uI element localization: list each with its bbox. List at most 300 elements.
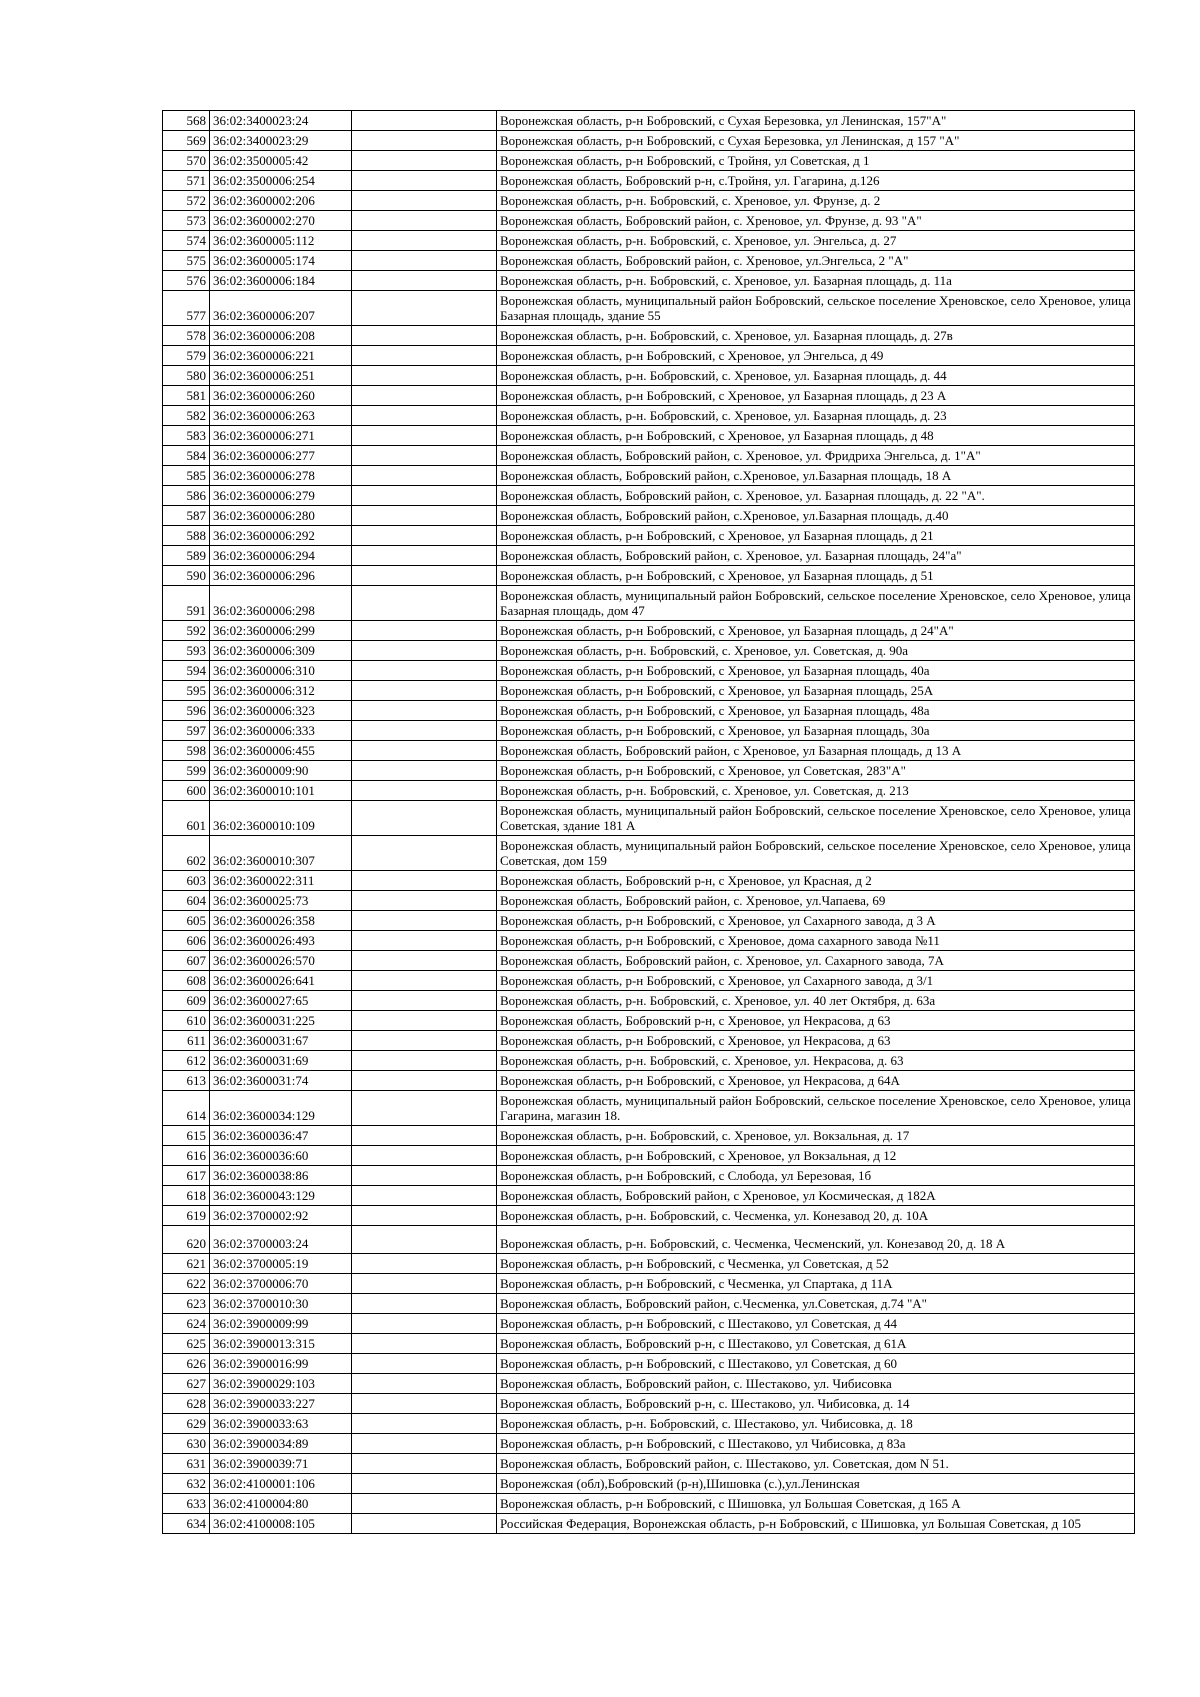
empty-cell [352,641,497,661]
cadastral-number: 36:02:3600010:109 [210,801,352,836]
table-row [163,931,1135,951]
table-row [163,1166,1135,1186]
address: Воронежская область, р-н. Бобровский, с. Хреновое, ул. Вокзальная, д. 17 [497,1126,1135,1146]
empty-cell [352,366,497,386]
address: Воронежская область, р-н. Бобровский, с. Хреновое, ул. Базарная площадь, д. 27в [497,326,1135,346]
row-number: 587 [163,506,210,526]
cadastral-number: 36:02:3600006:333 [210,721,352,741]
address: Воронежская область, Бобровский р-н, с Хреновое, ул Некрасова, д 63 [497,1011,1135,1031]
empty-cell [352,951,497,971]
row-number: 625 [163,1334,210,1354]
row-number: 595 [163,681,210,701]
empty-cell [352,1334,497,1354]
empty-cell [352,1514,497,1534]
table-row [163,951,1135,971]
empty-cell [352,1394,497,1414]
cadastral-number: 36:02:3600043:129 [210,1186,352,1206]
cadastral-number: 36:02:3600026:570 [210,951,352,971]
table-row [163,251,1135,271]
table-row [163,406,1135,426]
empty-cell [352,1206,497,1226]
empty-cell [352,1474,497,1494]
address: Воронежская область, р-н. Бобровский, с. Хреновое, ул. Базарная площадь, д. 11а [497,271,1135,291]
cadastral-number: 36:02:3600038:86 [210,1166,352,1186]
cadastral-number: 36:02:3600006:184 [210,271,352,291]
cadastral-number: 36:02:3700005:19 [210,1254,352,1274]
table-row [163,1434,1135,1454]
empty-cell [352,891,497,911]
empty-cell [352,661,497,681]
table-row [163,621,1135,641]
cadastral-number: 36:02:3600005:174 [210,251,352,271]
cadastral-number: 36:02:3600006:221 [210,346,352,366]
empty-cell [352,546,497,566]
cadastral-number: 36:02:3700006:70 [210,1274,352,1294]
empty-cell [352,251,497,271]
empty-cell [352,621,497,641]
address: Воронежская область, р-н Бобровский, с Слобода, ул Березовая, 1б [497,1166,1135,1186]
cadastral-number: 36:02:3900033:227 [210,1394,352,1414]
address: Воронежская (обл),Бобровский (р-н),Шишовка (с.),ул.Ленинская [497,1474,1135,1494]
address: Воронежская область, р-н Бобровский, с Шестаково, ул Советская, д 60 [497,1354,1135,1374]
row-number: 634 [163,1514,210,1534]
table-row [163,1514,1135,1534]
table-row [163,171,1135,191]
table-row [163,1071,1135,1091]
cadastral-number: 36:02:3600036:47 [210,1126,352,1146]
cadastral-number: 36:02:3600006:260 [210,386,352,406]
address: Воронежская область, р-н. Бобровский, с. Шестаково, ул. Чибисовка, д. 18 [497,1414,1135,1434]
empty-cell [352,1186,497,1206]
address: Воронежская область, р-н Бобровский, с Хреновое, ул Некрасова, д 63 [497,1031,1135,1051]
cadastral-number: 36:02:3600006:278 [210,466,352,486]
table-row [163,1294,1135,1314]
address: Воронежская область, р-н Бобровский, с Сухая Березовка, ул Ленинская, 157"А" [497,111,1135,131]
row-number: 597 [163,721,210,741]
address: Воронежская область, р-н Бобровский, с Хреновое, ул Базарная площадь, 30а [497,721,1135,741]
empty-cell [352,526,497,546]
table-row [163,526,1135,546]
empty-cell [352,911,497,931]
cadastral-number: 36:02:3600031:74 [210,1071,352,1091]
empty-cell [352,1314,497,1334]
table-row [163,1394,1135,1414]
row-number: 613 [163,1071,210,1091]
address: Воронежская область, р-н Бобровский, с Хреновое, ул Энгельса, д 49 [497,346,1135,366]
empty-cell [352,1414,497,1434]
property-table [162,110,1135,1534]
empty-cell [352,761,497,781]
empty-cell [352,1146,497,1166]
address: Воронежская область, Бобровский район, с.Хреновое, ул.Базарная площадь, 18 А [497,466,1135,486]
empty-cell [352,386,497,406]
address: Воронежская область, Бобровский район, с Хреновое, ул Базарная площадь, д 13 А [497,741,1135,761]
address: Воронежская область, муниципальный район Бобровский, сельское поселение Хреновское, село Хреновое, улица Базарная площадь, дом 47 [497,586,1135,621]
table-row [163,1454,1135,1474]
empty-cell [352,191,497,211]
row-number: 624 [163,1314,210,1334]
row-number: 578 [163,326,210,346]
address: Воронежская область, р-н. Бобровский, с. Хреновое, ул. Фрунзе, д. 2 [497,191,1135,211]
row-number: 611 [163,1031,210,1051]
empty-cell [352,211,497,231]
row-number: 581 [163,386,210,406]
address: Воронежская область, р-н Бобровский, с Шишовка, ул Большая Советская, д 165 А [497,1494,1135,1514]
empty-cell [352,1126,497,1146]
empty-cell [352,721,497,741]
table-row [163,1051,1135,1071]
empty-cell [352,486,497,506]
address: Воронежская область, Бобровский район, с. Хреновое, ул. Базарная площадь, д. 22 "А". [497,486,1135,506]
cadastral-number: 36:02:3700002:92 [210,1206,352,1226]
cadastral-number: 36:02:3600006:294 [210,546,352,566]
row-number: 608 [163,971,210,991]
address: Воронежская область, Бобровский район, с. Хреновое, ул. Базарная площадь, 24"а" [497,546,1135,566]
row-number: 593 [163,641,210,661]
empty-cell [352,1454,497,1474]
table-row [163,426,1135,446]
table-row [163,1494,1135,1514]
address: Воронежская область, р-н. Бобровский, с. Хреновое, ул. Базарная площадь, д. 23 [497,406,1135,426]
row-number: 569 [163,131,210,151]
table-row [163,911,1135,931]
table-row [163,1226,1135,1254]
address: Воронежская область, Бобровский район, с. Хреновое, ул. Сахарного завода, 7А [497,951,1135,971]
row-number: 623 [163,1294,210,1314]
row-number: 600 [163,781,210,801]
empty-cell [352,931,497,951]
address: Воронежская область, р-н. Бобровский, с. Хреновое, ул. Энгельса, д. 27 [497,231,1135,251]
empty-cell [352,171,497,191]
cadastral-number: 36:02:3600006:292 [210,526,352,546]
empty-cell [352,566,497,586]
table-row [163,1091,1135,1126]
address: Воронежская область, р-н Бобровский, с Хреновое, ул Базарная площадь, д 48 [497,426,1135,446]
row-number: 618 [163,1186,210,1206]
address: Воронежская область, Бобровский р-н, с. Шестаково, ул. Чибисовка, д. 14 [497,1394,1135,1414]
row-number: 605 [163,911,210,931]
row-number: 632 [163,1474,210,1494]
empty-cell [352,1051,497,1071]
table-row [163,486,1135,506]
empty-cell [352,291,497,326]
address: Воронежская область, Бобровский р-н, с Шестаково, ул Советская, д 61А [497,1334,1135,1354]
row-number: 620 [163,1226,210,1254]
cadastral-number: 36:02:3900033:63 [210,1414,352,1434]
table-row [163,211,1135,231]
row-number: 582 [163,406,210,426]
row-number: 615 [163,1126,210,1146]
address: Воронежская область, р-н. Бобровский, с. Хреновое, ул. 40 лет Октября, д. 63а [497,991,1135,1011]
row-number: 622 [163,1274,210,1294]
cadastral-number: 36:02:3600006:312 [210,681,352,701]
table-row [163,891,1135,911]
row-number: 577 [163,291,210,326]
empty-cell [352,1274,497,1294]
row-number: 572 [163,191,210,211]
cadastral-number: 36:02:3600006:296 [210,566,352,586]
table-row [163,871,1135,891]
empty-cell [352,1091,497,1126]
empty-cell [352,426,497,446]
row-number: 601 [163,801,210,836]
cadastral-number: 36:02:3600006:279 [210,486,352,506]
cadastral-number: 36:02:3600006:299 [210,621,352,641]
address: Воронежская область, Бобровский район, с.Хреновое, ул.Базарная площадь, д.40 [497,506,1135,526]
table-row [163,346,1135,366]
address: Воронежская область, р-н Бобровский, с Хреновое, ул Сахарного завода, д 3/1 [497,971,1135,991]
row-number: 628 [163,1394,210,1414]
address: Воронежская область, р-н. Бобровский, с. Хреновое, ул. Некрасова, д. 63 [497,1051,1135,1071]
row-number: 602 [163,836,210,871]
empty-cell [352,781,497,801]
table-row [163,741,1135,761]
address: Воронежская область, р-н Бобровский, с Чесменка, ул Спартака, д 11А [497,1274,1135,1294]
row-number: 583 [163,426,210,446]
cadastral-number: 36:02:3500005:42 [210,151,352,171]
address: Воронежская область, р-н Бобровский, с Хреновое, ул Базарная площадь, д 21 [497,526,1135,546]
address: Воронежская область, р-н. Бобровский, с. Чесменка, Чесменский, ул. Конезавод 20, д. 18 А [497,1226,1135,1254]
row-number: 627 [163,1374,210,1394]
table-row [163,111,1135,131]
empty-cell [352,836,497,871]
row-number: 614 [163,1091,210,1126]
table-row [163,661,1135,681]
cadastral-number: 36:02:4100001:106 [210,1474,352,1494]
empty-cell [352,111,497,131]
cadastral-number: 36:02:3900016:99 [210,1354,352,1374]
row-number: 607 [163,951,210,971]
table-row [163,721,1135,741]
address: Воронежская область, р-н Бобровский, с Шестаково, ул Чибисовка, д 83а [497,1434,1135,1454]
address: Воронежская область, муниципальный район Бобровский, сельское поселение Хреновское, село Хреновое, улица Советская, здание 181 А [497,801,1135,836]
empty-cell [352,1294,497,1314]
address: Воронежская область, Бобровский район, с.Чесменка, ул.Советская, д.74 "А" [497,1294,1135,1314]
cadastral-number: 36:02:3900039:71 [210,1454,352,1474]
cadastral-number: 36:02:3600010:101 [210,781,352,801]
address: Воронежская область, р-н Бобровский, с Хреновое, ул Советская, 283"А" [497,761,1135,781]
cadastral-number: 36:02:3900029:103 [210,1374,352,1394]
empty-cell [352,466,497,486]
cadastral-number: 36:02:3900009:99 [210,1314,352,1334]
table-row [163,1011,1135,1031]
row-number: 576 [163,271,210,291]
row-number: 573 [163,211,210,231]
cadastral-number: 36:02:3900013:315 [210,1334,352,1354]
row-number: 571 [163,171,210,191]
empty-cell [352,1254,497,1274]
empty-cell [352,991,497,1011]
empty-cell [352,446,497,466]
cadastral-number: 36:02:3600006:251 [210,366,352,386]
row-number: 603 [163,871,210,891]
table-row [163,781,1135,801]
cadastral-number: 36:02:3600031:67 [210,1031,352,1051]
address: Воронежская область, р-н Бобровский, с Хреновое, ул Базарная площадь, 25А [497,681,1135,701]
address: Воронежская область, р-н Бобровский, с Хреновое, ул Базарная площадь, д 23 А [497,386,1135,406]
row-number: 616 [163,1146,210,1166]
empty-cell [352,1166,497,1186]
table-body [163,111,1135,1534]
row-number: 617 [163,1166,210,1186]
table-row [163,1186,1135,1206]
cadastral-number: 36:02:3600010:307 [210,836,352,871]
empty-cell [352,231,497,251]
empty-cell [352,1434,497,1454]
address: Воронежская область, Бобровский район, с. Хреновое, ул.Чапаева, 69 [497,891,1135,911]
empty-cell [352,971,497,991]
address: Воронежская область, р-н Бобровский, с Хреновое, дома сахарного завода №11 [497,931,1135,951]
cadastral-number: 36:02:3600006:208 [210,326,352,346]
row-number: 579 [163,346,210,366]
table-row [163,231,1135,251]
row-number: 585 [163,466,210,486]
address: Воронежская область, р-н Бобровский, с Сухая Березовка, ул Ленинская, д 157 "А" [497,131,1135,151]
address: Воронежская область, р-н Бобровский, с Чесменка, ул Советская, д 52 [497,1254,1135,1274]
row-number: 574 [163,231,210,251]
cadastral-number: 36:02:3600027:65 [210,991,352,1011]
row-number: 612 [163,1051,210,1071]
row-number: 570 [163,151,210,171]
address: Воронежская область, р-н Бобровский, с Хреновое, ул Базарная площадь, д 51 [497,566,1135,586]
address: Воронежская область, р-н. Бобровский, с. Хреновое, ул. Советская, д. 90а [497,641,1135,661]
table-row [163,506,1135,526]
cadastral-number: 36:02:3600026:358 [210,911,352,931]
table-row [163,1031,1135,1051]
row-number: 590 [163,566,210,586]
address: Воронежская область, р-н Бобровский, с Шестаково, ул Советская, д 44 [497,1314,1135,1334]
cadastral-number: 36:02:3600002:270 [210,211,352,231]
cadastral-number: 36:02:3600006:280 [210,506,352,526]
row-number: 598 [163,741,210,761]
table-row [163,191,1135,211]
cadastral-number: 36:02:3600022:311 [210,871,352,891]
row-number: 630 [163,1434,210,1454]
empty-cell [352,586,497,621]
table-row [163,1474,1135,1494]
row-number: 609 [163,991,210,1011]
cadastral-number: 36:02:3600026:493 [210,931,352,951]
address: Воронежская область, муниципальный район Бобровский, сельское поселение Хреновское, село Хреновое, улица Гагарина, магазин 18. [497,1091,1135,1126]
table-row [163,1274,1135,1294]
row-number: 592 [163,621,210,641]
address: Воронежская область, Бобровский район, с. Хреновое, ул. Фридриха Энгельса, д. 1"А" [497,446,1135,466]
row-number: 626 [163,1354,210,1374]
table-row [163,291,1135,326]
cadastral-number: 36:02:3600006:263 [210,406,352,426]
row-number: 586 [163,486,210,506]
table-row [163,546,1135,566]
cadastral-number: 36:02:3600009:90 [210,761,352,781]
cadastral-number: 36:02:3600006:309 [210,641,352,661]
row-number: 588 [163,526,210,546]
address: Воронежская область, р-н Бобровский, с Хреновое, ул Вокзальная, д 12 [497,1146,1135,1166]
row-number: 629 [163,1414,210,1434]
cadastral-number: 36:02:3600006:277 [210,446,352,466]
cadastral-number: 36:02:4100004:80 [210,1494,352,1514]
table-row [163,466,1135,486]
table-row [163,366,1135,386]
table-row [163,1206,1135,1226]
table-row [163,1126,1135,1146]
table-row [163,681,1135,701]
empty-cell [352,1494,497,1514]
address: Воронежская область, Бобровский район, с. Шестаково, ул. Советская, дом N 51. [497,1454,1135,1474]
address: Воронежская область, р-н Бобровский, с Хреновое, ул Некрасова, д 64А [497,1071,1135,1091]
cadastral-number: 36:02:3600006:298 [210,586,352,621]
empty-cell [352,681,497,701]
row-number: 589 [163,546,210,566]
table-row [163,586,1135,621]
empty-cell [352,1226,497,1254]
row-number: 606 [163,931,210,951]
row-number: 610 [163,1011,210,1031]
cadastral-number: 36:02:3700010:30 [210,1294,352,1314]
row-number: 575 [163,251,210,271]
address: Воронежская область, р-н Бобровский, с Хреновое, ул Базарная площадь, д 24"А" [497,621,1135,641]
cadastral-number: 36:02:3600031:225 [210,1011,352,1031]
table-row [163,801,1135,836]
table-row [163,641,1135,661]
cadastral-number: 36:02:3600006:323 [210,701,352,721]
table-row [163,566,1135,586]
cadastral-number: 36:02:3600006:271 [210,426,352,446]
table-row [163,1354,1135,1374]
row-number: 591 [163,586,210,621]
cadastral-number: 36:02:4100008:105 [210,1514,352,1534]
table-row [163,1254,1135,1274]
cadastral-number: 36:02:3600026:641 [210,971,352,991]
table-row [163,971,1135,991]
cadastral-number: 36:02:3600034:129 [210,1091,352,1126]
empty-cell [352,801,497,836]
table-row [163,386,1135,406]
address: Воронежская область, Бобровский р-н, с.Тройня, ул. Гагарина, д.126 [497,171,1135,191]
empty-cell [352,701,497,721]
row-number: 633 [163,1494,210,1514]
address: Воронежская область, р-н Бобровский, с Хреновое, ул Базарная площадь, 40а [497,661,1135,681]
address: Воронежская область, Бобровский р-н, с Хреновое, ул Красная, д 2 [497,871,1135,891]
address: Воронежская область, Бобровский район, с Хреновое, ул Космическая, д 182А [497,1186,1135,1206]
address: Воронежская область, Бобровский район, с. Шестаково, ул. Чибисовка [497,1374,1135,1394]
table-row [163,131,1135,151]
table-row [163,1314,1135,1334]
cadastral-number: 36:02:3600005:112 [210,231,352,251]
address: Воронежская область, р-н Бобровский, с Хреновое, ул Сахарного завода, д 3 А [497,911,1135,931]
empty-cell [352,506,497,526]
row-number: 621 [163,1254,210,1274]
cadastral-number: 36:02:3600031:69 [210,1051,352,1071]
empty-cell [352,346,497,366]
empty-cell [352,271,497,291]
cadastral-number: 36:02:3600036:60 [210,1146,352,1166]
empty-cell [352,1031,497,1051]
cadastral-number: 36:02:3600006:310 [210,661,352,681]
cadastral-number: 36:02:3400023:29 [210,131,352,151]
empty-cell [352,406,497,426]
table-row [163,761,1135,781]
row-number: 604 [163,891,210,911]
cadastral-number: 36:02:3600006:455 [210,741,352,761]
row-number: 631 [163,1454,210,1474]
table-row [163,836,1135,871]
empty-cell [352,1354,497,1374]
row-number: 594 [163,661,210,681]
cadastral-number: 36:02:3500006:254 [210,171,352,191]
address: Воронежская область, р-н. Бобровский, с. Чесменка, ул. Конезавод 20, д. 10А [497,1206,1135,1226]
address: Воронежская область, Бобровский район, с. Хреновое, ул. Фрунзе, д. 93 "А" [497,211,1135,231]
address: Воронежская область, р-н Бобровский, с Хреновое, ул Базарная площадь, 48а [497,701,1135,721]
